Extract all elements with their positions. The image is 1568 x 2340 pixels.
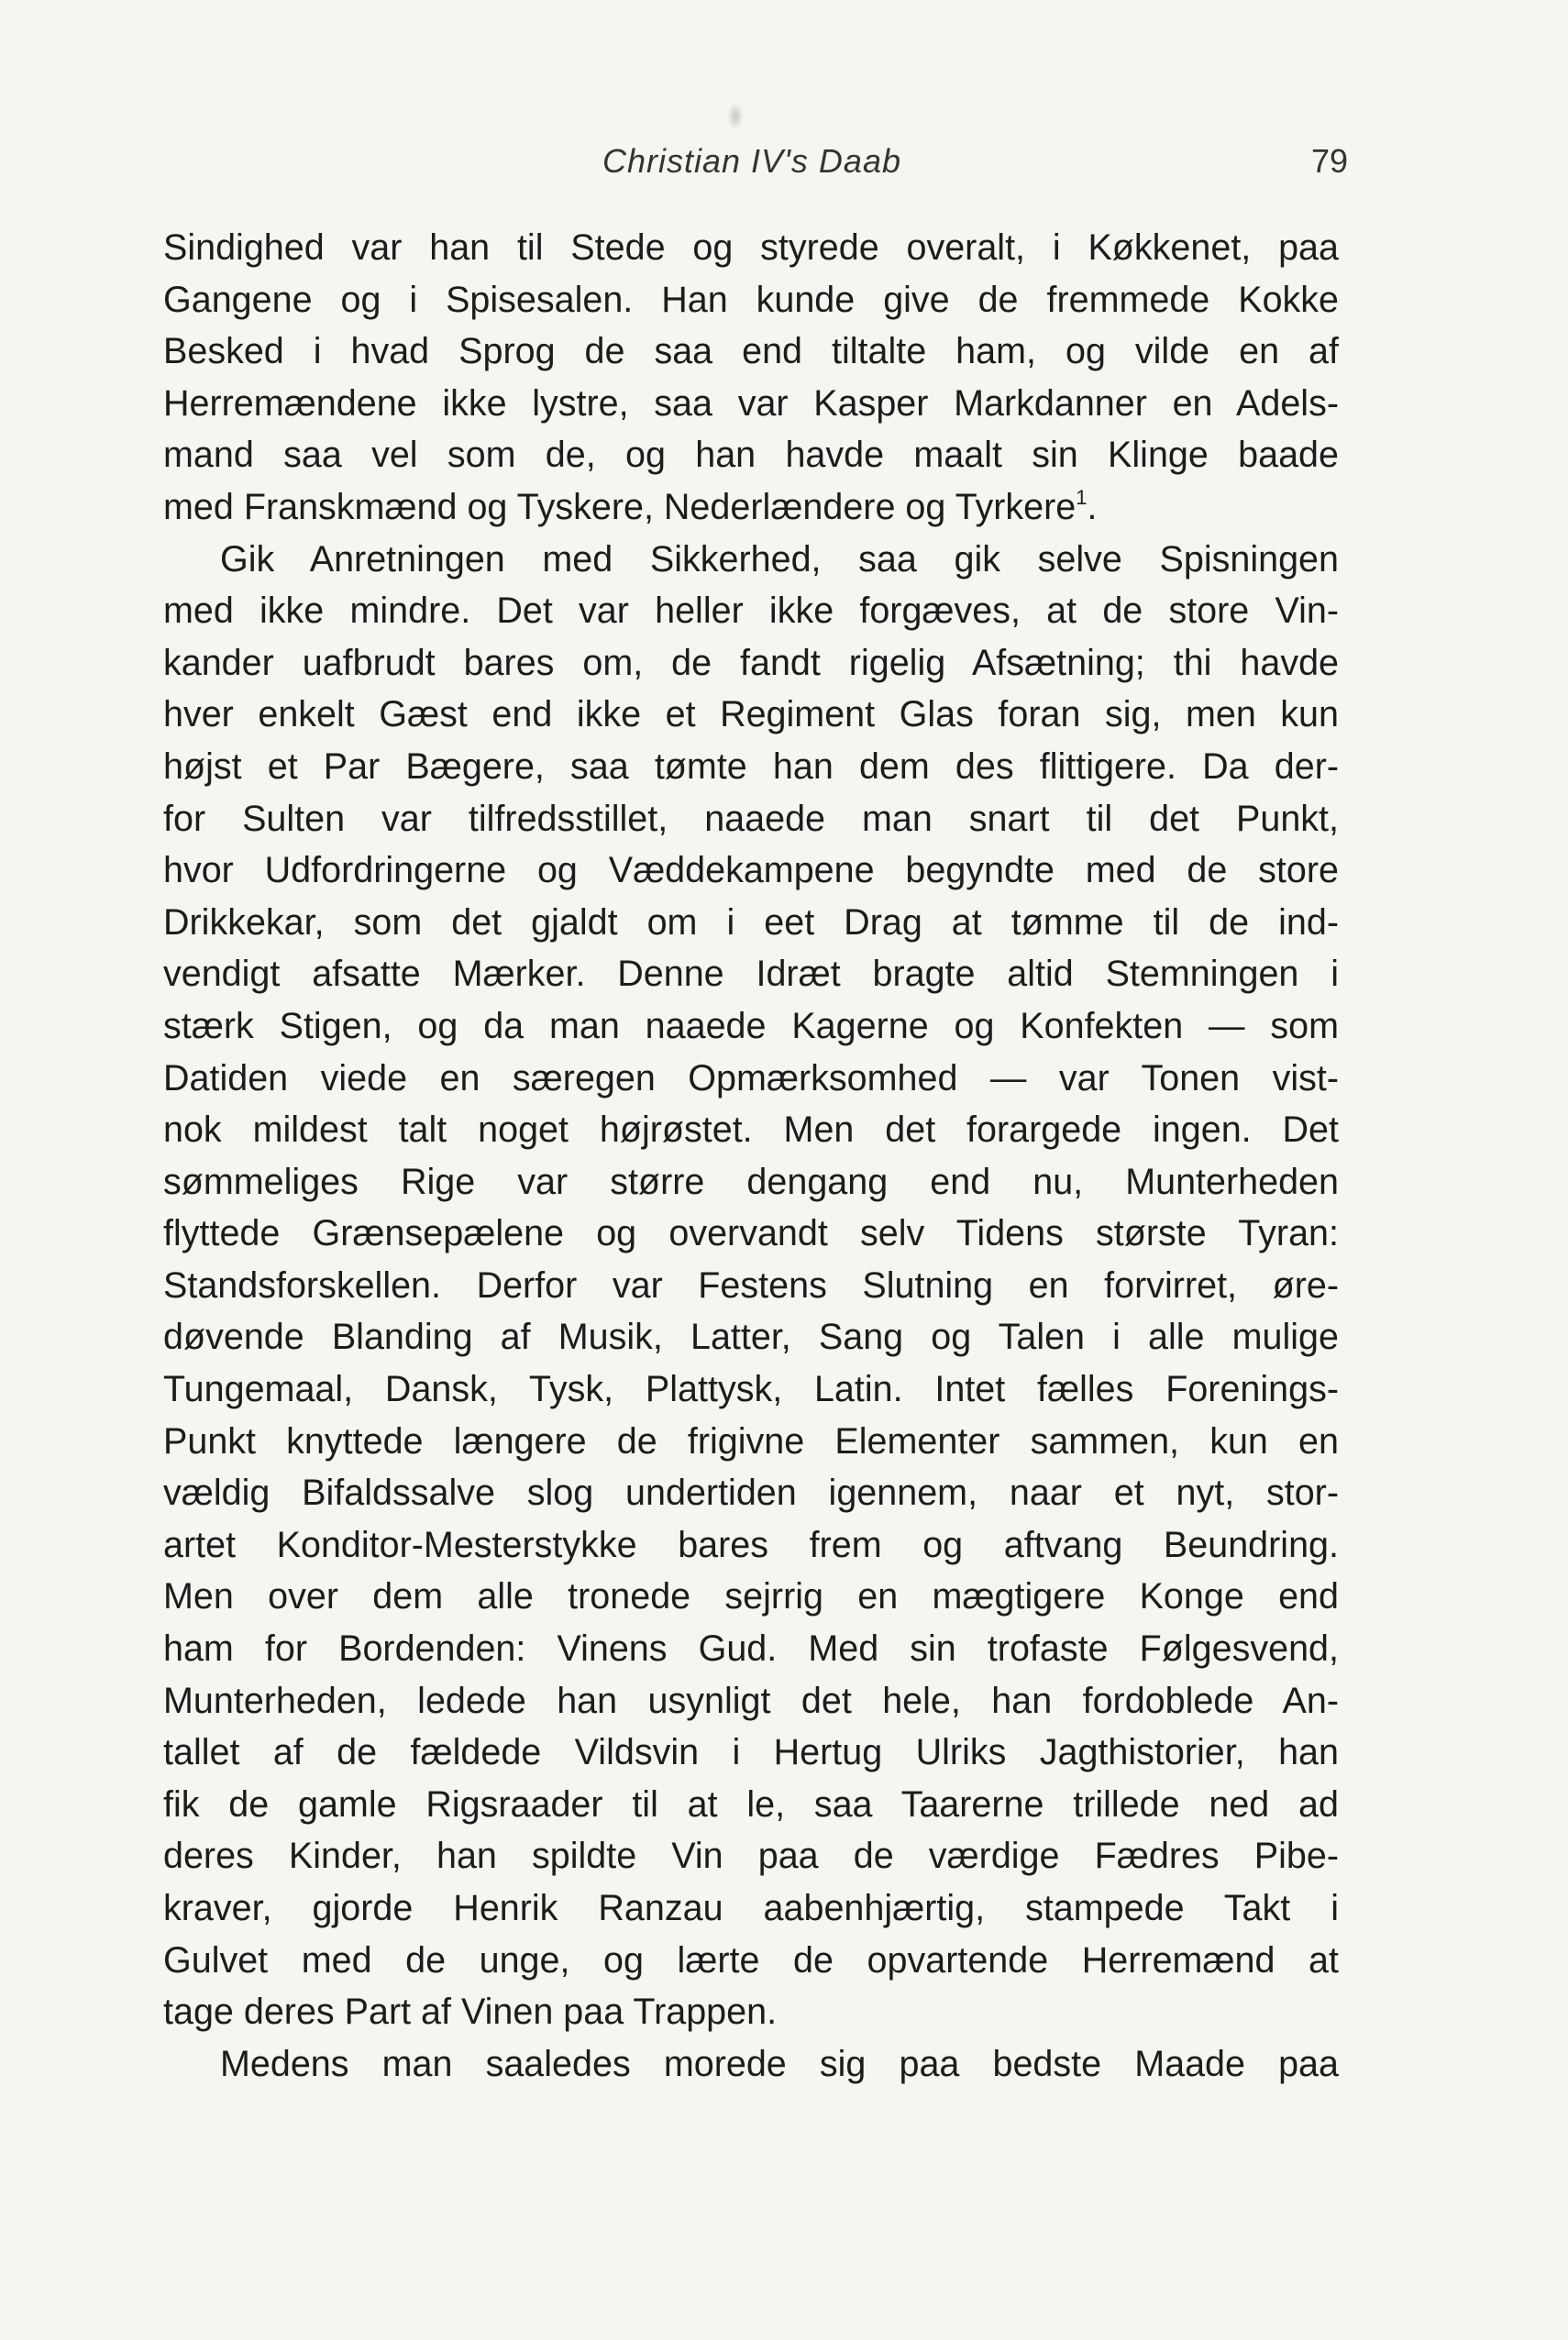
text-line: døvende Blanding af Musik, Latter, Sang og Talen i alle mulige bbox=[163, 1317, 1339, 1358]
text-line: Tungemaal, Dansk, Tysk, Plattysk, Latin. Intet fælles Forenings- bbox=[163, 1369, 1339, 1410]
paper-smudge bbox=[727, 103, 744, 130]
page-number: 79 bbox=[1310, 142, 1348, 180]
text-line-paragraph-start: Medens man saaledes morede sig paa bedste Maade paa bbox=[220, 2043, 1339, 2084]
text-line: flyttede Grænsepælene og overvandt selv Tidens største Tyran: bbox=[163, 1213, 1339, 1254]
text-line: hvor Udfordringerne og Væddekampene begyndte med de store bbox=[163, 850, 1339, 891]
text-line: Besked i hvad Sprog de saa end tiltalte ham, og vilde en af bbox=[163, 331, 1339, 372]
running-header bbox=[165, 138, 1348, 185]
text-line: ham for Bordenden: Vinens Gud. Med sin trofaste Følgesvend, bbox=[163, 1628, 1339, 1670]
text-line: Munterheden, ledede han usynligt det hele, han fordoblede An- bbox=[163, 1680, 1339, 1721]
text-line: kander uafbrudt bares om, de fandt rigelig Afsætning; thi havde bbox=[163, 642, 1339, 683]
text-line: sømmeliges Rige var større dengang end nu, Munterheden bbox=[163, 1161, 1339, 1202]
text-line: Gulvet med de unge, og lærte de opvartende Herremænd at bbox=[163, 1939, 1339, 1981]
text-line: for Sulten var tilfredsstillet, naaede man snart til det Punkt, bbox=[163, 798, 1339, 839]
text-line: højst et Par Bægere, saa tømte han dem des flittigere. Da der- bbox=[163, 745, 1339, 787]
text-line: kraver, gjorde Henrik Ranzau aabenhjærtig, stampede Takt i bbox=[163, 1888, 1339, 1928]
text-line: Men over dem alle tronede sejrrig en mægtigere Konge end bbox=[163, 1576, 1339, 1617]
text-line: hver enkelt Gæst end ikke et Regiment Glas foran sig, men kun bbox=[163, 694, 1339, 735]
text-line: tallet af de fældede Vildsvin i Hertug Ulriks Jagthistorier, han bbox=[163, 1732, 1339, 1773]
text-line: artet Konditor-Mesterstykke bares frem og aftvang Beundring. bbox=[163, 1524, 1339, 1565]
text-line: nok mildest talt noget højrøstet. Men det forargede ingen. Det bbox=[163, 1109, 1339, 1151]
footnote-marker: 1 bbox=[1076, 485, 1088, 509]
body-text bbox=[163, 222, 1339, 2090]
running-title: Christian IV's Daab bbox=[602, 142, 901, 180]
text-line-with-footnote bbox=[163, 481, 1339, 534]
text-line: Herremændene ikke lystre, saa var Kasper Markdanner en Adels- bbox=[163, 382, 1339, 424]
text-line-content: med Franskmænd og Tyskere, Nederlændere og Tyrkere bbox=[163, 486, 1077, 527]
text-line-paragraph-end: tage deres Part af Vinen paa Trappen. bbox=[163, 1992, 778, 2033]
line-end-period: . bbox=[1087, 486, 1098, 527]
text-line: stærk Stigen, og da man naaede Kagerne og Konfekten — som bbox=[163, 1005, 1339, 1046]
text-line: mand saa vel som de, og han havde maalt sin Klinge baade bbox=[163, 435, 1339, 476]
text-line: fik de gamle Rigsraader til at le, saa Taarerne trillede ned ad bbox=[163, 1783, 1339, 1825]
text-line: Gangene og i Spisesalen. Han kunde give de fremmede Kokke bbox=[163, 279, 1339, 320]
text-line: vendigt afsatte Mærker. Denne Idræt bragte altid Stemningen i bbox=[163, 954, 1339, 995]
text-line: Datiden viede en særegen Opmærksomhed — var Tonen vist- bbox=[163, 1057, 1339, 1098]
text-line: deres Kinder, han spildte Vin paa de værdige Fædres Pibe- bbox=[163, 1836, 1339, 1877]
text-line: Standsforskellen. Derfor var Festens Slutning en forvirret, øre- bbox=[163, 1264, 1339, 1306]
text-line-paragraph-start: Gik Anretningen med Sikkerhed, saa gik selve Spisningen bbox=[220, 538, 1339, 579]
text-line: med ikke mindre. Det var heller ikke forgæves, at de store Vin- bbox=[163, 591, 1339, 632]
text-line: vældig Bifaldssalve slog undertiden igennem, naar et nyt, stor- bbox=[163, 1473, 1339, 1514]
text-line: Drikkekar, som det gjaldt om i eet Drag at tømme til de ind- bbox=[163, 901, 1339, 943]
text-line: Punkt knyttede længere de frigivne Elementer sammen, kun en bbox=[163, 1420, 1339, 1462]
text-line: Sindighed var han til Stede og styrede overalt, i Køkkenet, paa bbox=[163, 227, 1339, 268]
